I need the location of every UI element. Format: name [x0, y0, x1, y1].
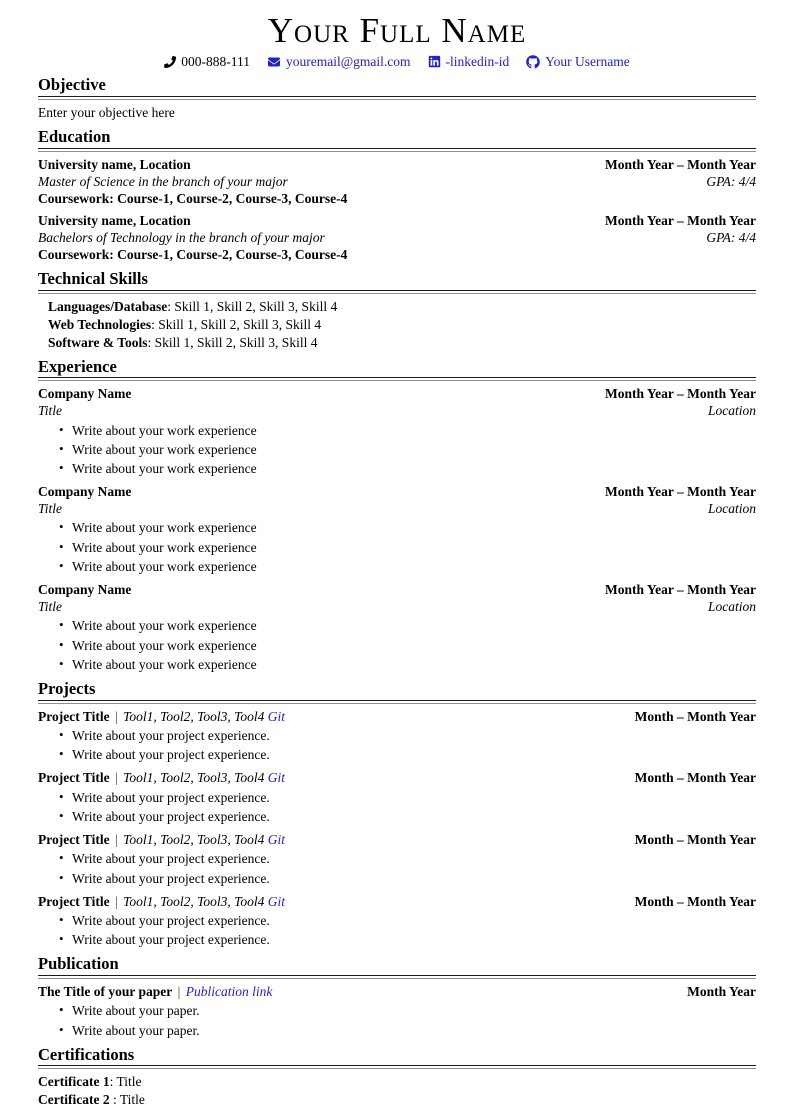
- job-title: Title: [38, 501, 63, 517]
- experience-bullets: [38, 520, 756, 576]
- pipe-separator: |: [114, 831, 118, 847]
- pipe-separator: |: [177, 984, 181, 1000]
- experience-bullet: • Write about your work experience: [72, 461, 756, 478]
- page-title: Your Full Name: [267, 11, 527, 50]
- email-icon: [267, 56, 281, 68]
- job-title: Title: [38, 598, 63, 614]
- skill-row: [48, 335, 756, 352]
- experience-bullet: • Write about your work experience: [72, 618, 756, 635]
- job-location: Location: [707, 501, 756, 517]
- project-entry: [38, 709, 756, 765]
- project-entry: [38, 832, 756, 888]
- certificate-separator: :: [109, 1092, 120, 1108]
- job-location: Location: [707, 598, 756, 614]
- git-link[interactable]: Git: [267, 893, 286, 909]
- job-location: Location: [707, 403, 756, 419]
- education-title: Education: [38, 127, 756, 149]
- experience-entry: [38, 484, 756, 576]
- project-dates: Month – Month Year: [634, 708, 756, 724]
- skill-separator: :: [167, 298, 175, 314]
- objective-title: Objective: [38, 75, 756, 97]
- email-text: youremail@gmail.com: [285, 53, 411, 69]
- gpa-text: GPA: 4/4: [706, 230, 756, 246]
- git-link[interactable]: Git: [267, 770, 286, 786]
- project-bullets: [38, 790, 756, 826]
- project-entry: [38, 894, 756, 950]
- experience-bullet: • Write about your work experience: [72, 423, 756, 440]
- publication-entry: [38, 984, 756, 1040]
- phone-icon: [164, 56, 176, 68]
- linkedin-text: -linkedin-id: [445, 53, 510, 69]
- education-entry: [38, 157, 756, 208]
- university-name: University name, Location: [38, 156, 191, 172]
- section-rule: [38, 293, 756, 294]
- skill-values: Skill 1, Skill 2, Skill 3, Skill 4: [154, 334, 318, 350]
- project-tools: Tool1, Tool2, Tool3, Tool4: [123, 893, 265, 909]
- experience-bullet: • Write about your work experience: [72, 657, 756, 674]
- coursework-line: Coursework: Course-1, Course-2, Course-3, Course-4: [38, 190, 348, 206]
- project-entry: [38, 770, 756, 826]
- project-bullet: • Write about your project experience.: [72, 747, 756, 764]
- linkedin-icon: [428, 55, 441, 68]
- pipe-separator: |: [114, 770, 118, 786]
- project-bullets: [38, 851, 756, 887]
- certification-line: [38, 1092, 756, 1109]
- publication-bullet: • Write about your paper.: [72, 1003, 756, 1020]
- project-dates: Month – Month Year: [634, 893, 756, 909]
- section-rule: [38, 1068, 756, 1069]
- company-name: Company Name: [38, 484, 132, 500]
- project-title: Project Title: [38, 770, 110, 786]
- experience-bullet: • Write about your work experience: [72, 540, 756, 557]
- experience-bullets: [38, 423, 756, 479]
- skill-values: Skill 1, Skill 2, Skill 3, Skill 4: [158, 316, 322, 332]
- section-rule: [38, 978, 756, 979]
- project-tools: Tool1, Tool2, Tool3, Tool4: [123, 831, 265, 847]
- section-rule: [38, 380, 756, 381]
- coursework-line: Coursework: Course-1, Course-2, Course-3, Course-4: [38, 247, 348, 263]
- email-link[interactable]: [267, 54, 411, 71]
- experience-bullet: • Write about your work experience: [72, 559, 756, 576]
- project-title: Project Title: [38, 893, 110, 909]
- gpa-text: GPA: 4/4: [706, 173, 756, 189]
- skill-category: Web Technologies: [48, 316, 152, 332]
- publication-link[interactable]: Publication link: [185, 984, 273, 1000]
- linkedin-link[interactable]: [428, 54, 510, 71]
- education-dates: Month Year – Month Year: [605, 213, 756, 229]
- project-tools: Tool1, Tool2, Tool3, Tool4: [123, 770, 265, 786]
- degree-name: Bachelors of Technology in the branch of your major: [38, 230, 325, 246]
- skill-row: [48, 299, 756, 316]
- pipe-separator: |: [114, 708, 118, 724]
- pipe-separator: |: [114, 893, 118, 909]
- publication-bullets: [38, 1003, 756, 1039]
- publication-dates: Month Year: [687, 984, 756, 1000]
- company-name: Company Name: [38, 386, 132, 402]
- experience-bullet: • Write about your work experience: [72, 638, 756, 655]
- section-certifications: [38, 1045, 756, 1109]
- section-education: [38, 127, 756, 264]
- degree-name: Master of Science in the branch of your major: [38, 173, 288, 189]
- skill-separator: :: [147, 334, 155, 350]
- github-text: Your Username: [545, 53, 630, 69]
- skill-row: [48, 317, 756, 334]
- experience-dates: Month Year – Month Year: [605, 582, 756, 598]
- skill-category: Software & Tools: [48, 334, 148, 350]
- skill-category: Languages/Database: [48, 298, 168, 314]
- phone-number: 000-888-111: [181, 53, 250, 69]
- objective-text: Enter your objective here: [38, 105, 175, 121]
- job-title: Title: [38, 403, 63, 419]
- phone-contact: [164, 54, 250, 71]
- certificate-value: Title: [119, 1092, 145, 1108]
- project-bullet: • Write about your project experience.: [72, 913, 756, 930]
- section-objective: [38, 75, 756, 122]
- education-dates: Month Year – Month Year: [605, 156, 756, 172]
- certificate-label: Certificate 1: [38, 1074, 110, 1090]
- experience-dates: Month Year – Month Year: [605, 386, 756, 402]
- projects-title: Projects: [38, 679, 756, 701]
- git-link[interactable]: Git: [267, 831, 286, 847]
- company-name: Company Name: [38, 582, 132, 598]
- experience-dates: Month Year – Month Year: [605, 484, 756, 500]
- project-bullet: • Write about your project experience.: [72, 851, 756, 868]
- project-bullets: [38, 913, 756, 949]
- project-dates: Month – Month Year: [634, 770, 756, 786]
- project-bullet: • Write about your project experience.: [72, 871, 756, 888]
- skill-separator: :: [151, 316, 159, 332]
- experience-entry: [38, 386, 756, 478]
- certifications-title: Certifications: [38, 1045, 756, 1067]
- project-tools: Tool1, Tool2, Tool3, Tool4: [123, 708, 265, 724]
- experience-bullets: [38, 618, 756, 674]
- section-rule: [38, 703, 756, 704]
- certification-line: [38, 1074, 756, 1091]
- publication-bullet: • Write about your paper.: [72, 1023, 756, 1040]
- section-publication: [38, 954, 756, 1039]
- project-bullet: • Write about your project experience.: [72, 790, 756, 807]
- publication-title: Publication: [38, 954, 756, 976]
- project-title: Project Title: [38, 831, 110, 847]
- experience-title: Experience: [38, 357, 756, 379]
- experience-entry: [38, 582, 756, 674]
- git-link[interactable]: Git: [267, 708, 286, 724]
- education-entry: [38, 213, 756, 264]
- experience-bullet: • Write about your work experience: [72, 520, 756, 537]
- certificate-separator: :: [109, 1074, 117, 1090]
- paper-title: The Title of your paper: [38, 984, 173, 1000]
- github-icon: [526, 55, 540, 69]
- project-bullet: • Write about your project experience.: [72, 728, 756, 745]
- section-rule: [38, 99, 756, 100]
- github-link[interactable]: [526, 54, 630, 71]
- project-title: Project Title: [38, 708, 110, 724]
- skills-title: Technical Skills: [38, 269, 756, 291]
- section-projects: [38, 679, 756, 949]
- section-technical-skills: [38, 269, 756, 351]
- certificate-value: Title: [116, 1074, 142, 1090]
- skill-values: Skill 1, Skill 2, Skill 3, Skill 4: [174, 298, 338, 314]
- certificate-label: Certificate 2: [38, 1092, 110, 1108]
- contact-row: [38, 54, 756, 71]
- skills-block: [38, 299, 756, 352]
- experience-bullet: • Write about your work experience: [72, 442, 756, 459]
- university-name: University name, Location: [38, 213, 191, 229]
- project-bullets: [38, 728, 756, 764]
- section-experience: [38, 357, 756, 674]
- project-dates: Month – Month Year: [634, 831, 756, 847]
- section-rule: [38, 151, 756, 152]
- project-bullet: • Write about your project experience.: [72, 932, 756, 949]
- project-bullet: • Write about your project experience.: [72, 809, 756, 826]
